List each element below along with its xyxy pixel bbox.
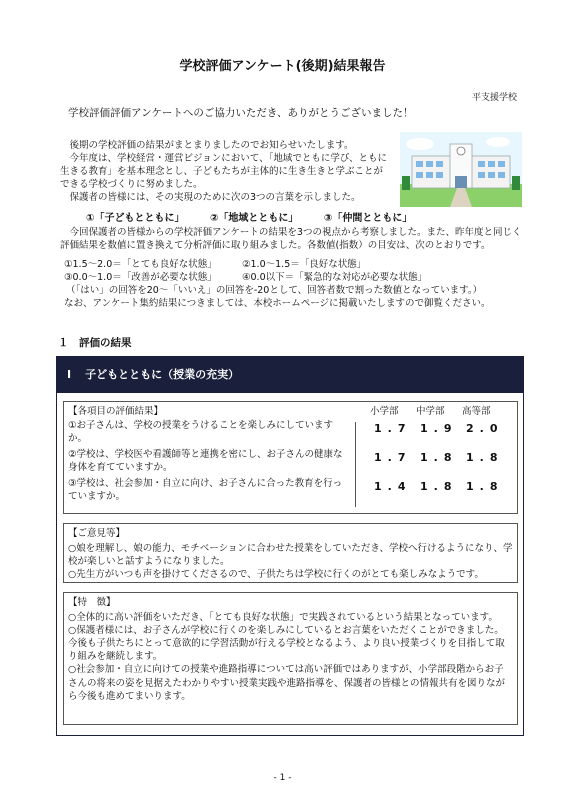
section-heading: １ 評価の結果 (58, 337, 132, 349)
keyword-2: ②「地域とともに」 (209, 213, 299, 224)
score-3-junior-high: 1.8 (420, 480, 458, 493)
feature-3: ○社会参加・自立に向けての授業や進路指導については高い評価ではありますが、小学部段階からお子さんの将来の姿を見据えたわかりやすい授業実践や進路指導を、保護者の皆様との情報共有を図りながら今後も進めてまいります。 (68, 664, 506, 702)
keywords (86, 212, 434, 226)
thanks-message: 学校評価評価アンケートへのご協力いただき、ありがとうございました！ (68, 107, 414, 119)
scale-note: （「はい」の回答を20～「いいえ」の回答を-20として、回答者数で割った数値となっています。） (66, 285, 483, 297)
column-high-school: 高等部 (462, 406, 491, 417)
keyword-1: ①「子どもとともに」 (86, 213, 185, 224)
intro-line-1: 後期の学校評価の結果がまとまりましたのでお知らせいたします。 (69, 140, 354, 151)
score-1-high-school: 2.0 (466, 422, 504, 435)
opinion-2: ○先生方がいつも声を掛けてくださるので、子供たちは学校に行くのがとても楽しみなようです。 (68, 569, 484, 581)
score-2-high-school: 1.8 (466, 451, 504, 464)
feature-2: ○保護者様には、お子さんが学校に行くのを楽しみにしているとお言葉をいただくことができました。今後も子供たちにとって意欲的に学習活動が行える学校となるよう、より良い授業づくりを目指して取り組みを継続します。 (68, 625, 505, 663)
opinions-panel (63, 523, 518, 583)
keyword-3: ③「仲間とともに」 (323, 213, 413, 224)
scale-3: ③0.0～1.0＝「改善が必要な状態」 (64, 272, 217, 284)
column-junior-high: 中学部 (416, 406, 445, 417)
intro-line-3: 保護者の皆様には、その実現のために次の3つの言葉を示しました。 (69, 192, 361, 204)
opinion-1: ○娘を理解し、娘の能力、モチベーションに合わせた授業をしていただき、学校へ行けるようになり、学校が楽しいと話すようになりました。 (68, 543, 513, 568)
scale-2: ②1.0～1.5＝「良好な状態」 (242, 259, 367, 270)
page-title: 学校評価アンケート(後期)結果報告 (179, 59, 386, 74)
eval-item-1: ①お子さんは、学校の授業をうけることを楽しみにしていますか。 (68, 420, 334, 445)
results-intro (60, 226, 526, 252)
intro-line-2: 今年度は、学校経営・運営ビジョンにおいて、「地域でともに学び、ともに生きる教育」を基本理念とし、子どもたちが主体的に生き生きと学ぶことができる学校づくりに努めました。 (60, 153, 387, 191)
score-1-junior-high: 1.9 (420, 422, 458, 435)
eval-item-3: ③学校は、社会参加・自立に向け、お子さんに合った教育を行っていますか。 (68, 478, 343, 503)
score-2-junior-high: 1.8 (420, 451, 458, 464)
score-3-elementary: 1.4 (374, 480, 412, 493)
intro-text (60, 139, 390, 205)
page-number: - 1 - (273, 773, 292, 783)
score-2-elementary: 1.7 (374, 451, 412, 464)
opinions-label: 【ご意見等】 (68, 528, 126, 539)
score-1-elementary: 1.7 (374, 422, 412, 435)
homepage-note: なお、アンケート集約結果につきましては、本校ホームページに掲載いたしますので御覧ください。 (64, 298, 491, 310)
scale-4: ④0.0以下＝「緊急的な対応が必要な状態」 (242, 272, 428, 284)
score-3-high-school: 1.8 (466, 480, 504, 493)
box-heading: 子どもとともに（授業の充実） (85, 368, 240, 381)
evaluation-results-panel (63, 401, 518, 514)
box-header (57, 357, 523, 393)
evaluation-box (56, 356, 524, 736)
score-scale (64, 258, 524, 310)
feature-1: ○全体的に高い評価をいただき、「とても良好な状態」で実践されているという結果となっています。 (68, 612, 498, 623)
results-intro-text: 今回保護者の皆様からの学校評価アンケートの結果を3つの視点から考察しました。また、昨年度と同じく評価結果を数値に置き換えて分析評価に取り組みました。各数値(指数）の目安は、次のとおりです。 (60, 227, 522, 252)
eval-item-2: ②学校は、学校医や看護師等と連携を密にし、お子さんの健康な身体を育てていますか。 (68, 449, 343, 474)
divider (355, 422, 356, 507)
school-name: 平支援学校 (471, 93, 517, 103)
features-label: 【特 徴】 (68, 597, 116, 608)
box-roman-numeral: Ⅰ (67, 368, 72, 381)
scale-1: ①1.5～2.0＝「とても良好な状態」 (64, 259, 217, 270)
school-building-icon (400, 132, 522, 207)
features-panel (63, 592, 518, 725)
column-elementary: 小学部 (370, 406, 399, 417)
eval-label: 【各項目の評価結果】 (68, 406, 164, 417)
